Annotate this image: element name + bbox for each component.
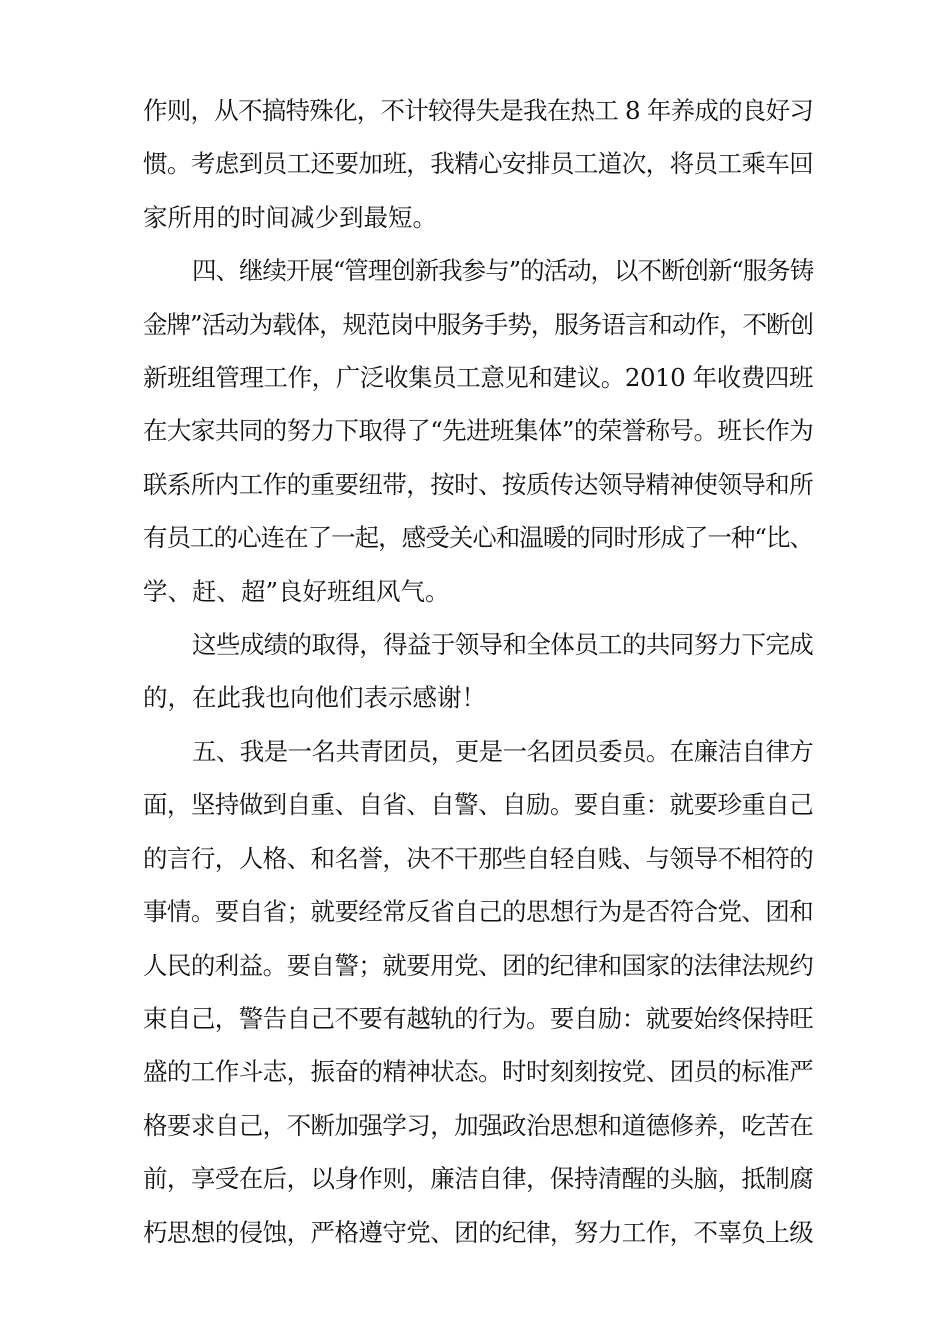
paragraph-4 [143, 725, 813, 1259]
text-line: 有员工的心连在了一起，感受关心和温暖的同时形成了一种“比、 [143, 523, 813, 553]
text-line: 前，享受在后，以身作则，廉洁自律，保持清醒的头脑，抵制腐 [143, 1164, 813, 1194]
paragraph-2 [143, 244, 813, 618]
text-line: 朽思想的侵蚀，严格遵守党、团的纪律，努力工作，不辜负上级 [143, 1217, 813, 1247]
text-line: 这些成绩的取得，得益于领导和全体员工的共同努力下完成 [192, 630, 813, 660]
text-line: 五、我是一名共青团员，更是一名团员委员。在廉洁自律方 [192, 736, 813, 766]
paragraph-3 [143, 618, 813, 725]
text-line: 惯。考虑到员工还要加班，我精心安排员工道次，将员工乘车回 [143, 149, 813, 179]
text-line: 作则，从不搞特殊化，不计较得失是我在热工 8 年养成的良好习 [143, 96, 814, 125]
text-line: 金牌”活动为载体，规范岗中服务手势，服务语言和动作，不断创 [143, 309, 813, 339]
text-line: 家所用的时间减少到最短。 [143, 202, 437, 232]
text-line: 事情。要自省；就要经常反省自己的思想行为是否符合党、团和 [143, 897, 813, 927]
text-line: 格要求自己，不断加强学习，加强政治思想和道德修养，吃苦在 [143, 1110, 813, 1140]
paragraph-1 [143, 84, 813, 244]
text-line: 四、继续开展“管理创新我参与”的活动，以不断创新“服务铸 [192, 256, 813, 286]
text-line: 人民的利益。要自警；就要用党、团的纪律和国家的法律法规约 [143, 950, 813, 980]
text-line: 的，在此我也向他们表示感谢！ [143, 683, 486, 713]
document-page [143, 84, 813, 1259]
text-line: 的言行，人格、和名誉，决不干那些自轻自贱、与领导不相符的 [143, 843, 813, 873]
text-line: 面，坚持做到自重、自省、自警、自励。要自重：就要珍重自己 [143, 790, 813, 820]
text-line: 新班组管理工作，广泛收集员工意见和建议。2010 年收费四班 [143, 363, 813, 393]
text-line: 联系所内工作的重要纽带，按时、按质传达领导精神使领导和所 [143, 469, 813, 499]
text-line: 在大家共同的努力下取得了“先进班集体”的荣誉称号。班长作为 [143, 416, 813, 446]
text-line: 束自己，警告自己不要有越轨的行为。要自励：就要始终保持旺 [143, 1003, 813, 1033]
text-line: 学、赶、超”良好班组风气。 [143, 576, 450, 606]
text-line: 盛的工作斗志，振奋的精神状态。时时刻刻按党、团员的标准严 [143, 1057, 813, 1087]
